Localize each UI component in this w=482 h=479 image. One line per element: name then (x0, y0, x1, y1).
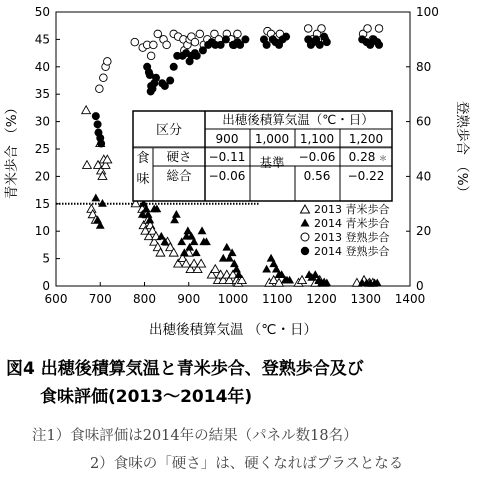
data-point (196, 30, 204, 38)
x-tick-label: 1200 (306, 292, 337, 306)
data-point (172, 210, 181, 218)
y-axis-label-left: 青米歩合 （%） (4, 100, 20, 200)
legend (301, 202, 390, 258)
table-cell-1-2: 0.56 (303, 169, 331, 183)
data-point (170, 63, 178, 71)
y-right-tick-label: 80 (416, 59, 432, 74)
y-left-tick-label: 30 (34, 114, 50, 129)
table-cell-0-3: 0.28 (348, 150, 376, 164)
y-left-tick-label: 0 (42, 279, 50, 293)
data-point (262, 265, 271, 273)
data-point (197, 259, 206, 267)
y-left-tick-label: 40 (34, 59, 50, 74)
data-point (364, 25, 372, 33)
x-tick-label: 800 (133, 292, 156, 306)
data-point (152, 74, 160, 82)
note-2: 2）食味の「硬さ」は、硬くなればプラスとなる (90, 456, 404, 472)
table-col-1: 1,000 (254, 132, 290, 146)
data-point (282, 33, 290, 41)
y-left-tick-label: 25 (34, 142, 50, 156)
table-cell-0-3-mark: ＊ (379, 154, 387, 163)
legend-label-1: 2014 青米歩合 (314, 217, 390, 230)
y-left-tick-label: 50 (34, 5, 50, 19)
data-point (82, 106, 91, 114)
legend-marker-2 (301, 233, 309, 241)
data-point (166, 77, 174, 85)
data-point (316, 41, 324, 49)
data-point (323, 38, 331, 46)
data-point (375, 25, 383, 33)
x-tick-label: 1300 (350, 292, 382, 306)
y-right-tick-label: 100 (416, 5, 439, 19)
legend-marker-0 (301, 205, 310, 213)
y-left-tick-label: 10 (34, 224, 50, 239)
table-row-group: 食味 (136, 151, 150, 187)
data-point (163, 41, 171, 49)
note-1: 注1）食味評価は2014年の結果（パネル数18名） (32, 428, 358, 444)
inset-table (133, 111, 392, 201)
table-row-0-label: 硬さ (166, 149, 192, 164)
legend-marker-3 (301, 247, 309, 255)
y-right-tick-label: 20 (416, 224, 432, 239)
x-tick-label: 600 (44, 292, 68, 306)
y-left-tick-label: 35 (34, 87, 50, 102)
legend-marker-1 (301, 219, 310, 227)
legend-label-2: 2013 登熟歩合 (314, 231, 390, 244)
data-point (94, 120, 102, 128)
x-tick-label: 1000 (217, 292, 249, 306)
data-point (234, 30, 242, 38)
y-axis-label-right: 登熟歩合 （%） (454, 100, 470, 200)
y-right-tick-label: 0 (416, 279, 424, 293)
table-cell-0-2: −0.06 (298, 150, 336, 164)
x-tick-label: 900 (177, 292, 201, 306)
figure-caption-line1: 図4 出穂後積算気温と青米歩合、登熟歩合及び (6, 359, 364, 379)
table-col-0: 900 (215, 132, 239, 146)
data-point (198, 226, 207, 234)
x-axis-label: 出穂後積算気温 （℃・日） (149, 322, 317, 338)
data-point (193, 52, 201, 60)
table-cell-1-3: −0.22 (347, 169, 385, 183)
table-col-2: 1,100 (299, 132, 335, 146)
x-tick-label: 1400 (394, 292, 426, 306)
data-point (100, 74, 108, 82)
data-point (263, 41, 271, 49)
data-point (91, 194, 100, 202)
data-point (97, 140, 105, 148)
data-point (375, 41, 383, 49)
data-point (222, 243, 231, 251)
table-baseline: 基準 (259, 155, 285, 170)
figure-caption-line2: 食味評価(2013〜2014年) (40, 387, 253, 407)
data-point (304, 25, 312, 33)
y-left-tick-label: 20 (34, 169, 50, 184)
y-left-tick-label: 5 (42, 251, 50, 266)
legend-label-0: 2013 青米歩合 (314, 203, 390, 216)
x-tick-label: 700 (88, 292, 112, 306)
table-header-kubun: 区分 (155, 123, 183, 138)
table-row-1-label: 総合 (166, 168, 192, 183)
y-left-tick-label: 45 (34, 32, 50, 47)
data-point (96, 85, 104, 93)
y-left-tick-label: 15 (34, 196, 50, 211)
table-cell-0-0: −0.11 (208, 150, 246, 164)
table-col-3: 1,200 (348, 132, 384, 146)
data-point (211, 265, 220, 273)
table-cell-1-0: −0.06 (208, 169, 246, 183)
data-point (83, 161, 92, 169)
y-right-tick-label: 40 (416, 169, 432, 184)
data-point (147, 52, 155, 60)
legend-label-3: 2014 登熟歩合 (314, 245, 390, 258)
y-right-tick-label: 60 (416, 114, 432, 129)
data-point (318, 25, 326, 33)
data-point (241, 35, 249, 43)
data-point (191, 38, 199, 46)
data-point (92, 112, 100, 120)
data-point (104, 58, 112, 66)
data-point (150, 41, 158, 49)
table-header-span: 出穂後積算気温（℃・日） (222, 112, 374, 127)
data-point (87, 204, 96, 212)
data-point (131, 38, 139, 46)
data-point (222, 35, 230, 43)
x-tick-label: 1100 (261, 292, 293, 306)
